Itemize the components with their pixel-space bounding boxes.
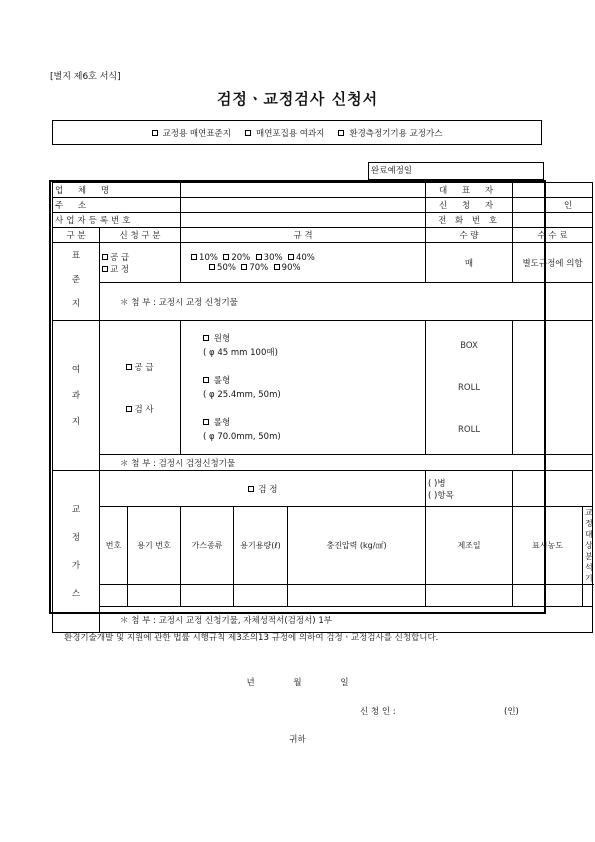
request-type-box	[52, 120, 542, 145]
gas-label: 교 정 가 스	[53, 471, 100, 633]
checkbox-icon[interactable]	[191, 254, 197, 260]
filter-unit-cell	[426, 321, 513, 455]
type-option-calibration-gas[interactable]: 환경측정기기용 교정가스	[338, 127, 442, 139]
spec-70[interactable]: 70%	[241, 263, 268, 273]
applicant-label: 신 청 자	[426, 198, 513, 213]
gas-entry-date[interactable]	[426, 585, 513, 607]
filter-item-round-detail: ( φ 45 mm 100매)	[203, 347, 278, 358]
checkbox-icon[interactable]	[241, 264, 247, 270]
gas-col-cylinder-no: 용기 번호	[128, 507, 181, 585]
address-field[interactable]	[181, 198, 426, 213]
checkbox-icon[interactable]	[274, 264, 280, 270]
standard-unit: 매	[426, 243, 513, 283]
company-label: 업 체 명	[53, 183, 181, 198]
gas-col-capacity: 용기용량(ℓ)	[234, 507, 288, 585]
type-option-calibration-paper[interactable]: 교정용 매연표준지	[152, 127, 231, 139]
checkbox-icon[interactable]	[223, 254, 229, 260]
column-header-row	[53, 228, 593, 243]
business-reg-field[interactable]	[181, 213, 426, 228]
checkbox-icon[interactable]	[338, 130, 344, 136]
spec-50[interactable]: 50%	[209, 263, 236, 273]
filter-item-round[interactable]: 원형	[203, 332, 423, 346]
spec-90[interactable]: 90%	[274, 263, 301, 273]
standard-row	[53, 243, 593, 283]
checkbox-icon[interactable]	[126, 364, 132, 370]
standard-attachment-row	[53, 283, 593, 321]
standard-type-calibrate[interactable]: 교 정	[102, 263, 178, 275]
checkbox-icon[interactable]	[245, 130, 251, 136]
filter-item-roll-25[interactable]: 롤형	[203, 374, 423, 388]
standard-spec-cell	[181, 243, 426, 283]
gas-entry-capacity[interactable]	[234, 585, 288, 607]
gas-entry-pressure[interactable]	[288, 585, 426, 607]
col-category: 구 분	[53, 228, 100, 243]
filter-fee-field[interactable]	[513, 321, 593, 455]
company-row	[53, 183, 593, 198]
checkbox-icon[interactable]	[152, 130, 158, 136]
gas-attachment-row	[53, 607, 593, 633]
form-title: 검정ㆍ교정검사 신청서	[216, 90, 379, 108]
filter-row	[53, 321, 593, 455]
application-table	[52, 182, 593, 633]
phone-label: 전 화 번 호	[426, 213, 513, 228]
standard-fee: 별도규정에 의함	[513, 243, 593, 283]
checkbox-icon[interactable]	[102, 254, 108, 260]
filter-spec-cell	[181, 321, 426, 455]
checkbox-icon[interactable]	[248, 486, 254, 492]
filter-attachment-row	[53, 455, 593, 471]
applicant-field[interactable]	[513, 198, 593, 213]
gas-qty-items: ( )항목	[428, 490, 454, 501]
business-reg-label: 사업자등록번호	[53, 213, 181, 228]
filter-item-roll-70[interactable]: 롤형	[203, 416, 423, 430]
address-label: 주 소	[53, 198, 181, 213]
company-field[interactable]	[181, 183, 426, 198]
checkbox-icon[interactable]	[203, 419, 209, 425]
checkbox-icon[interactable]	[126, 406, 132, 412]
gas-entry-row	[53, 585, 593, 607]
applicant-seal[interactable]: (인)	[504, 707, 519, 717]
date-day-label: 일	[340, 678, 349, 688]
checkbox-icon[interactable]	[203, 377, 209, 383]
gas-type-cell[interactable]: 검 정	[100, 471, 426, 507]
filter-item-roll-25-detail: ( φ 25.4mm, 50m)	[203, 389, 281, 400]
col-quantity: 수 량	[426, 228, 513, 243]
gas-entry-concentration[interactable]	[513, 585, 583, 607]
standard-attachment: ＊ 첨 부 : 교정시 교정 신청기물	[100, 283, 593, 321]
spec-20[interactable]: 20%	[223, 253, 250, 263]
filter-type-inspect[interactable]: 검 사	[102, 403, 178, 415]
gas-row	[53, 471, 593, 507]
filter-type-supply[interactable]: 공 급	[102, 361, 178, 373]
filter-label: 여 과 지	[53, 321, 100, 471]
col-fee: 수 수 료	[513, 228, 593, 243]
gas-qty-bottles: ( )병	[428, 478, 446, 489]
filter-unit-box: BOX	[460, 340, 478, 351]
type-option-filter-paper[interactable]: 매연포집용 여과지	[245, 127, 324, 139]
gas-col-number: 번호	[100, 507, 128, 585]
spec-40[interactable]: 40%	[288, 253, 315, 263]
checkbox-icon[interactable]	[256, 254, 262, 260]
gas-col-gas-type: 가스종류	[181, 507, 234, 585]
gas-entry-analyzer[interactable]	[583, 585, 593, 607]
col-spec: 규 격	[181, 228, 426, 243]
phone-field[interactable]	[513, 213, 593, 228]
representative-label: 대 표 자	[426, 183, 513, 198]
addressee: 귀하	[289, 735, 306, 745]
seal-mark: 인	[563, 201, 573, 211]
spec-30[interactable]: 30%	[256, 253, 283, 263]
gas-col-pressure: 충진압력 (kg/㎠)	[288, 507, 426, 585]
checkbox-icon[interactable]	[102, 266, 108, 272]
business-row	[53, 213, 593, 228]
filter-attachment: ＊ 첨 부 : 검정시 검정신청기물	[100, 455, 593, 471]
col-request-type: 신 청 구 분	[100, 228, 181, 243]
gas-col-target-analyzer: 교정대상분석기	[583, 507, 593, 585]
checkbox-icon[interactable]	[209, 264, 215, 270]
gas-attachment: ＊ 첨 부 : 교정시 교정 신청기물, 자체성적서(검정서) 1부	[100, 607, 593, 633]
gas-header-row	[53, 507, 593, 585]
form-number: [별지 제6호 서식]	[50, 72, 121, 82]
gas-entry-type[interactable]	[181, 585, 234, 607]
gas-qty-cell[interactable]	[426, 471, 513, 507]
filter-item-roll-70-detail: ( φ 70.0mm, 50m)	[203, 431, 281, 442]
address-row	[53, 198, 593, 213]
application-statement: 환경기술개발 및 지원에 관한 법률 시행규칙 제3조의13 규정에 의하여 검정ㆍ교정검사를 신청합니다.	[64, 633, 439, 643]
standard-type-supply[interactable]: 공 급	[102, 251, 178, 263]
applicant-sign-label: 신 청 인 :	[360, 707, 396, 717]
standard-type-cell	[100, 243, 181, 283]
gas-col-manufacture-date: 제조일	[426, 507, 513, 585]
gas-col-concentration: 표시농도	[513, 507, 583, 585]
filter-unit-roll-2: ROLL	[458, 424, 481, 435]
filter-unit-roll-1: ROLL	[458, 382, 481, 393]
completion-date-field[interactable]: 완료예정일	[368, 162, 544, 180]
checkbox-icon[interactable]	[203, 335, 209, 341]
date-month-label: 월	[293, 678, 302, 688]
gas-entry-cylinder[interactable]	[128, 585, 181, 607]
representative-field[interactable]	[513, 183, 593, 198]
date-year-label: 년	[246, 678, 255, 688]
gas-fee-field[interactable]	[513, 471, 593, 507]
gas-entry-number[interactable]	[100, 585, 128, 607]
checkbox-icon[interactable]	[288, 254, 294, 260]
standard-label: 표 준 지	[53, 243, 100, 321]
filter-type-cell	[100, 321, 181, 455]
date-line	[0, 676, 595, 688]
spec-10[interactable]: 10%	[191, 253, 218, 263]
